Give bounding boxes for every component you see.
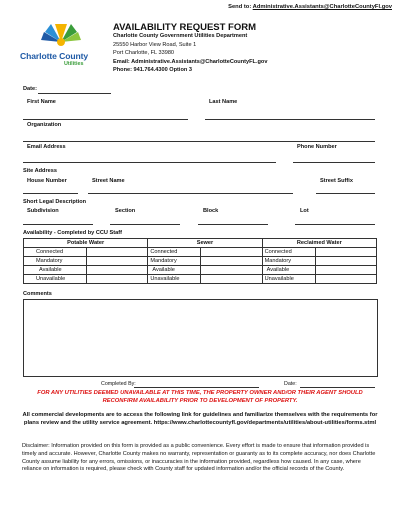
reclaimed-available: Available	[262, 266, 315, 275]
last-name-field[interactable]	[205, 119, 375, 120]
potable-mandatory: Mandatory	[24, 257, 87, 266]
sewer-connected-check[interactable]	[201, 248, 262, 257]
last-name-label: Last Name	[209, 99, 238, 105]
address-line-1: 25550 Harbor View Road, Suite 1	[113, 42, 197, 48]
county-logo	[18, 18, 104, 72]
first-name-label: First Name	[27, 99, 56, 105]
contact-phone: Phone: 941.764.4300 Option 3	[113, 67, 192, 73]
potable-connected-check[interactable]	[87, 248, 148, 257]
street-name-field[interactable]	[88, 193, 293, 194]
send-to-line	[228, 4, 392, 10]
potable-water-header: Potable Water	[24, 239, 148, 248]
potable-unavailable-check[interactable]	[87, 275, 148, 284]
lot-field[interactable]	[295, 224, 375, 225]
disclaimer: Disclaimer: Information provided on this form is provided as a public convenience. Every effort is made to ensure that information provided is timely and accurate. However, Charlotte County makes no warranty, representation or guaranty as to its complete accuracy, nor does Charlotte County assume liability for any errors, omissions, or inaccuracies in the information provided, regardless how caused. In any case, where reliance on information is required, please check with County staff for updated information and/or the official records of the County.	[22, 443, 376, 473]
reclaimed-unavailable: Unavailable	[262, 275, 315, 284]
reclaimed-available-check[interactable]	[315, 266, 376, 275]
potable-unavailable: Unavailable	[24, 275, 87, 284]
subdivision-label: Subdivision	[27, 208, 59, 214]
signoff-date-field[interactable]	[300, 387, 375, 388]
street-name-label: Street Name	[92, 178, 125, 184]
block-label: Block	[203, 208, 219, 214]
date-field[interactable]	[38, 93, 111, 94]
send-to-prefix: Send to:	[228, 4, 253, 10]
availability-row-mandatory	[24, 257, 377, 266]
sewer-mandatory: Mandatory	[148, 257, 201, 266]
contact-email: Email: Administrative.Assistants@CharlotteCountyFL.gov	[113, 59, 268, 65]
reclaimed-mandatory: Mandatory	[262, 257, 315, 266]
availability-row-connected	[24, 248, 377, 257]
availability-warning: FOR ANY UTILITIES DEEMED UNAVAILABLE AT THIS TIME, THE PROPERTY OWNER AND/OR THEIR AGENT SHOULD RECONFIRM AVAILABILITY PRIOR TO DEVELOPMENT OF PROPERTY.	[37, 390, 363, 404]
availability-title: Availability - Completed by CCU Staff	[23, 230, 122, 236]
house-number-label: House Number	[27, 178, 67, 184]
short-legal-label: Short Legal Description	[23, 199, 87, 205]
availability-header-row	[24, 239, 377, 248]
potable-available-check[interactable]	[87, 266, 148, 275]
organization-field[interactable]	[23, 141, 375, 142]
potable-connected: Connected	[24, 248, 87, 257]
house-number-field[interactable]	[23, 193, 78, 194]
sewer-unavailable-check[interactable]	[201, 275, 262, 284]
street-suffix-label: Street Suffix	[320, 178, 353, 184]
email-field[interactable]	[23, 162, 276, 163]
block-field[interactable]	[198, 224, 268, 225]
phone-field[interactable]	[293, 162, 375, 163]
signoff-date-label: Date:	[284, 381, 297, 387]
potable-mandatory-check[interactable]	[87, 257, 148, 266]
reclaimed-connected: Connected	[262, 248, 315, 257]
sewer-header: Sewer	[148, 239, 262, 248]
send-to-email-link[interactable]: Administrative.Assistants@CharlotteCountyFl.gov	[252, 4, 392, 10]
form-title: AVAILABILITY REQUEST FORM	[113, 22, 257, 33]
logo-subtitle: Utilities	[64, 61, 84, 67]
phone-label: Phone Number	[297, 144, 337, 150]
sewer-connected: Connected	[148, 248, 201, 257]
sewer-available-check[interactable]	[201, 266, 262, 275]
reclaimed-unavailable-check[interactable]	[315, 275, 376, 284]
logo-name: Charlotte County	[20, 51, 89, 61]
department-name: Charlotte County Government Utilities Department	[113, 33, 248, 39]
availability-table	[23, 238, 377, 284]
section-field[interactable]	[110, 224, 180, 225]
sewer-unavailable: Unavailable	[148, 275, 201, 284]
lot-label: Lot	[300, 208, 309, 214]
reclaimed-connected-check[interactable]	[315, 248, 376, 257]
reclaimed-water-header: Reclaimed Water	[262, 239, 376, 248]
comments-label: Comments	[23, 291, 52, 297]
reclaimed-mandatory-check[interactable]	[315, 257, 376, 266]
first-name-field[interactable]	[23, 119, 188, 120]
availability-row-available	[24, 266, 377, 275]
comments-textarea[interactable]	[23, 299, 378, 377]
subdivision-field[interactable]	[23, 224, 93, 225]
sewer-mandatory-check[interactable]	[201, 257, 262, 266]
site-address-label: Site Address	[23, 168, 57, 174]
address-line-2: Port Charlotte, FL 33980	[113, 50, 175, 56]
commercial-developments-note: All commercial developments are to access the following link for guidelines and familiarize themselves with the requirements for plans review and the utility service agreement. https://www.charlottecountyfl.gov/departments/utilities/about-utilities/forms.stml	[22, 412, 378, 426]
section-label: Section	[115, 208, 136, 214]
date-label: Date:	[23, 86, 37, 92]
availability-row-unavailable	[24, 275, 377, 284]
potable-available: Available	[24, 266, 87, 275]
completed-by-field[interactable]	[134, 387, 259, 388]
email-label: Email Address	[27, 144, 66, 150]
street-suffix-field[interactable]	[316, 193, 375, 194]
sewer-available: Available	[148, 266, 201, 275]
completed-by-label: Completed By:	[101, 381, 136, 387]
organization-label: Organization	[27, 122, 62, 128]
